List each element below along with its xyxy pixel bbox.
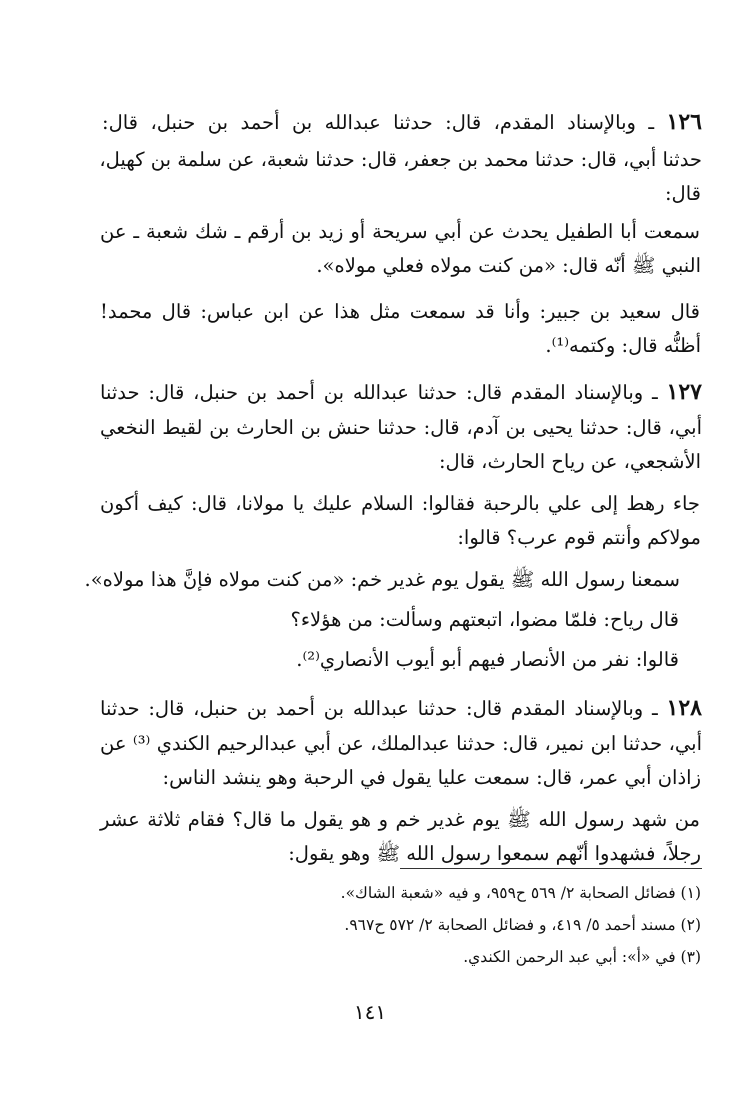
line-16: ١٢٨ ـ وبالإسناد المقدم قال: حدثنا عبدالله بن أحمد بن حنبل، قال: حدثنا: [100, 695, 702, 721]
line-19: من شهد رسول الله ﷺ يوم غدير خم و هو يقول ما قال؟ فقام ثلاثة عشر: [100, 808, 700, 831]
footnote-separator: [400, 868, 702, 869]
line-17: أبي، حدثنا ابن نمير، قال: حدثنا عبدالملك، عن أبي عبدالرحيم الكندي ⁽³⁾ عن: [100, 732, 703, 755]
line-4: سمعت أبا الطفيل يحدث عن أبي سريحة أو زيد بن أرقم ـ شك شعبة ـ عن: [100, 220, 700, 243]
line-20: رجلاً، فشهدوا أنّهم سمعوا رسول الله ﷺ وهو يقول:: [288, 842, 701, 865]
line-11: جاء رهط إلى علي بالرحبة فقالوا: السلام عليك يا مولانا، قال: كيف أكون: [100, 492, 700, 515]
hadith-number-128: ١٢٨: [666, 695, 702, 721]
footnote-1: (١) فضائل الصحابة ٢/ ٥٦٩ ح٩٥٩، و فيه «شعبة الشاك».: [340, 884, 701, 902]
footnote-3: (٣) في «أ»: أبي عبد الرحمن الكندي.: [463, 948, 701, 966]
line-18: زاذان أبي عمر، قال: سمعت عليا يقول في الرحبة وهو ينشد الناس:: [162, 766, 701, 789]
footnote-2: (٢) مسند أحمد ٥/ ٤١٩، و فضائل الصحابة ٢/ ٥٧٢ ح٩٦٧.: [344, 916, 701, 934]
line-12: مولاكم وأنتم قوم عرب؟ قالوا:: [457, 526, 701, 549]
line-6: قال سعيد بن جبير: وأنا قد سمعت مثل هذا عن ابن عباس: قال محمد!: [100, 300, 700, 323]
line-2: حدثنا أبي، قال: حدثنا محمد بن جعفر، قال: حدثنا شعبة، عن سلمة بن كهيل،: [99, 148, 702, 171]
line-13: سمعنا رسول الله ﷺ يقول يوم غدير خم: «من كنت مولاه فإنَّ هذا مولاه».: [84, 568, 680, 591]
hadith-number-127: ١٢٧: [666, 379, 702, 405]
line-15: قالوا: نفر من الأنصار فيهم أبو أيوب الأنصاري⁽²⁾.: [296, 648, 679, 671]
line-5: النبي ﷺ أنّه قال: «من كنت مولاه فعلي مولاه».: [316, 254, 701, 277]
hadith-number-126: ١٢٦: [666, 109, 702, 135]
line-14: قال رياح: فلمّا مضوا، اتبعتهم وسألت: من هؤلاء؟: [290, 608, 679, 631]
page-number: ١٤١: [353, 1000, 387, 1024]
line-1: ١٢٦ ـ وبالإسناد المقدم، قال: حدثنا عبدالله بن أحمد بن حنبل، قال:: [102, 109, 702, 135]
line-7: أظنُّه قال: وكتمه⁽¹⁾.: [545, 334, 701, 357]
line-9: أبي، قال: حدثنا يحيى بن آدم، قال: حدثنا حنش بن الحارث بن لقيط النخعي: [100, 416, 702, 439]
line-3: قال:: [664, 182, 701, 205]
line-10: الأشجعي، عن رياح الحارث، قال:: [438, 450, 701, 473]
line-8: ١٢٧ ـ وبالإسناد المقدم قال: حدثنا عبدالله بن أحمد بن حنبل، قال: حدثنا: [100, 379, 702, 405]
